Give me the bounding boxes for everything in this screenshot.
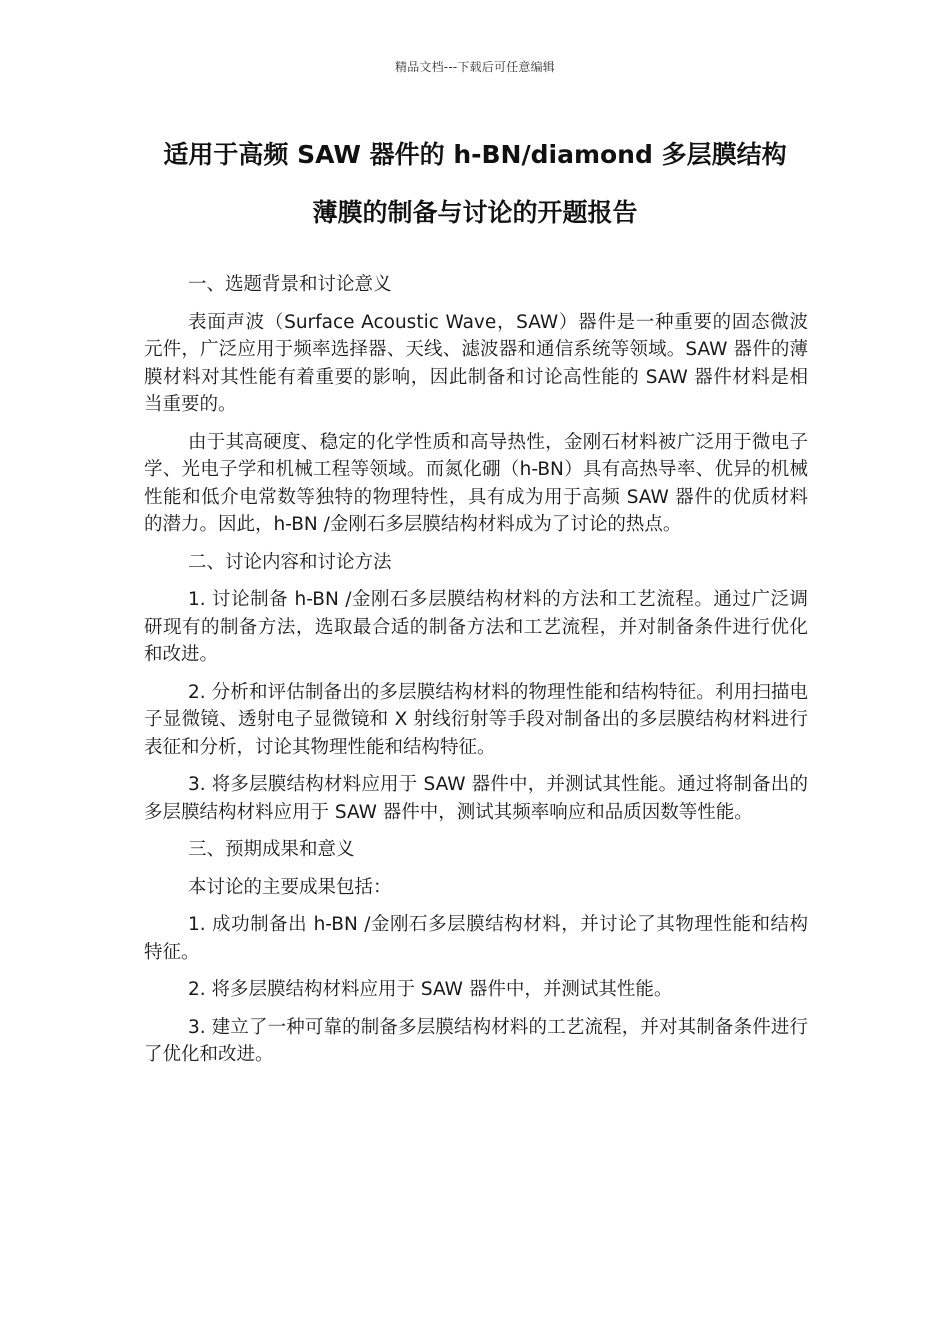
paragraph-materials: 由于其高硬度、稳定的化学性质和高导热性，金刚石材料被广泛用于微电子学、光电子学和机械工程等领域。而氮化硼（h-BN）具有高热导率、优异的机械性能和低介电常数等独特的物理特性，具有成为用于高频 SAW 器件的优质材料的潜力。因此，h-BN /金刚石多层膜结构材料成为了讨论的热点。 bbox=[144, 431, 808, 535]
page-header: 精品文档---下载后可任意编辑 bbox=[395, 60, 555, 74]
document-title-line-2: 薄膜的制备与讨论的开题报告 bbox=[312, 198, 638, 227]
paragraph-saw-intro: 表面声波（Surface Acoustic Wave，SAW）器件是一种重要的固态微波元件，广泛应用于频率选择器、天线、滤波器和通信系统等领域。SAW 器件的薄膜材料对其性能有着重要的影响，因此制备和讨论高性能的 SAW 器件材料是相当重要的。 bbox=[144, 311, 808, 415]
method-item-1: 1. 讨论制备 h-BN /金刚石多层膜结构材料的方法和工艺流程。通过广泛调研现有的制备方法，选取最合适的制备方法和工艺流程，并对制备条件进行优化和改进。 bbox=[144, 589, 808, 665]
section-heading-background: 一、选题背景和讨论意义 bbox=[188, 274, 392, 295]
section-heading-results: 三、预期成果和意义 bbox=[188, 839, 355, 860]
document-body bbox=[144, 271, 808, 1079]
method-item-2: 2. 分析和评估制备出的多层膜结构材料的物理性能和结构特征。利用扫描电子显微镜、透射电子显微镜和 X 射线衍射等手段对制备出的多层膜结构材料进行表征和分析，讨论其物理性能和结构特征。 bbox=[144, 681, 808, 758]
result-item-1: 1. 成功制备出 h-BN /金刚石多层膜结构材料，并讨论了其物理性能和结构特征。 bbox=[144, 914, 808, 963]
result-item-3: 3. 建立了一种可靠的制备多层膜结构材料的工艺流程，并对其制备条件进行了优化和改进。 bbox=[144, 1016, 808, 1065]
result-item-2: 2. 将多层膜结构材料应用于 SAW 器件中，并测试其性能。 bbox=[188, 979, 673, 1000]
results-intro: 本讨论的主要成果包括： bbox=[188, 876, 392, 898]
method-item-3: 3. 将多层膜结构材料应用于 SAW 器件中，并测试其性能。通过将制备出的多层膜结构材料应用于 SAW 器件中，测试其频率响应和品质因数等性能。 bbox=[144, 774, 808, 823]
section-heading-methods: 二、讨论内容和讨论方法 bbox=[188, 551, 392, 573]
document-title-line-1: 适用于高频 SAW 器件的 h-BN/diamond 多层膜结构 bbox=[163, 140, 787, 169]
